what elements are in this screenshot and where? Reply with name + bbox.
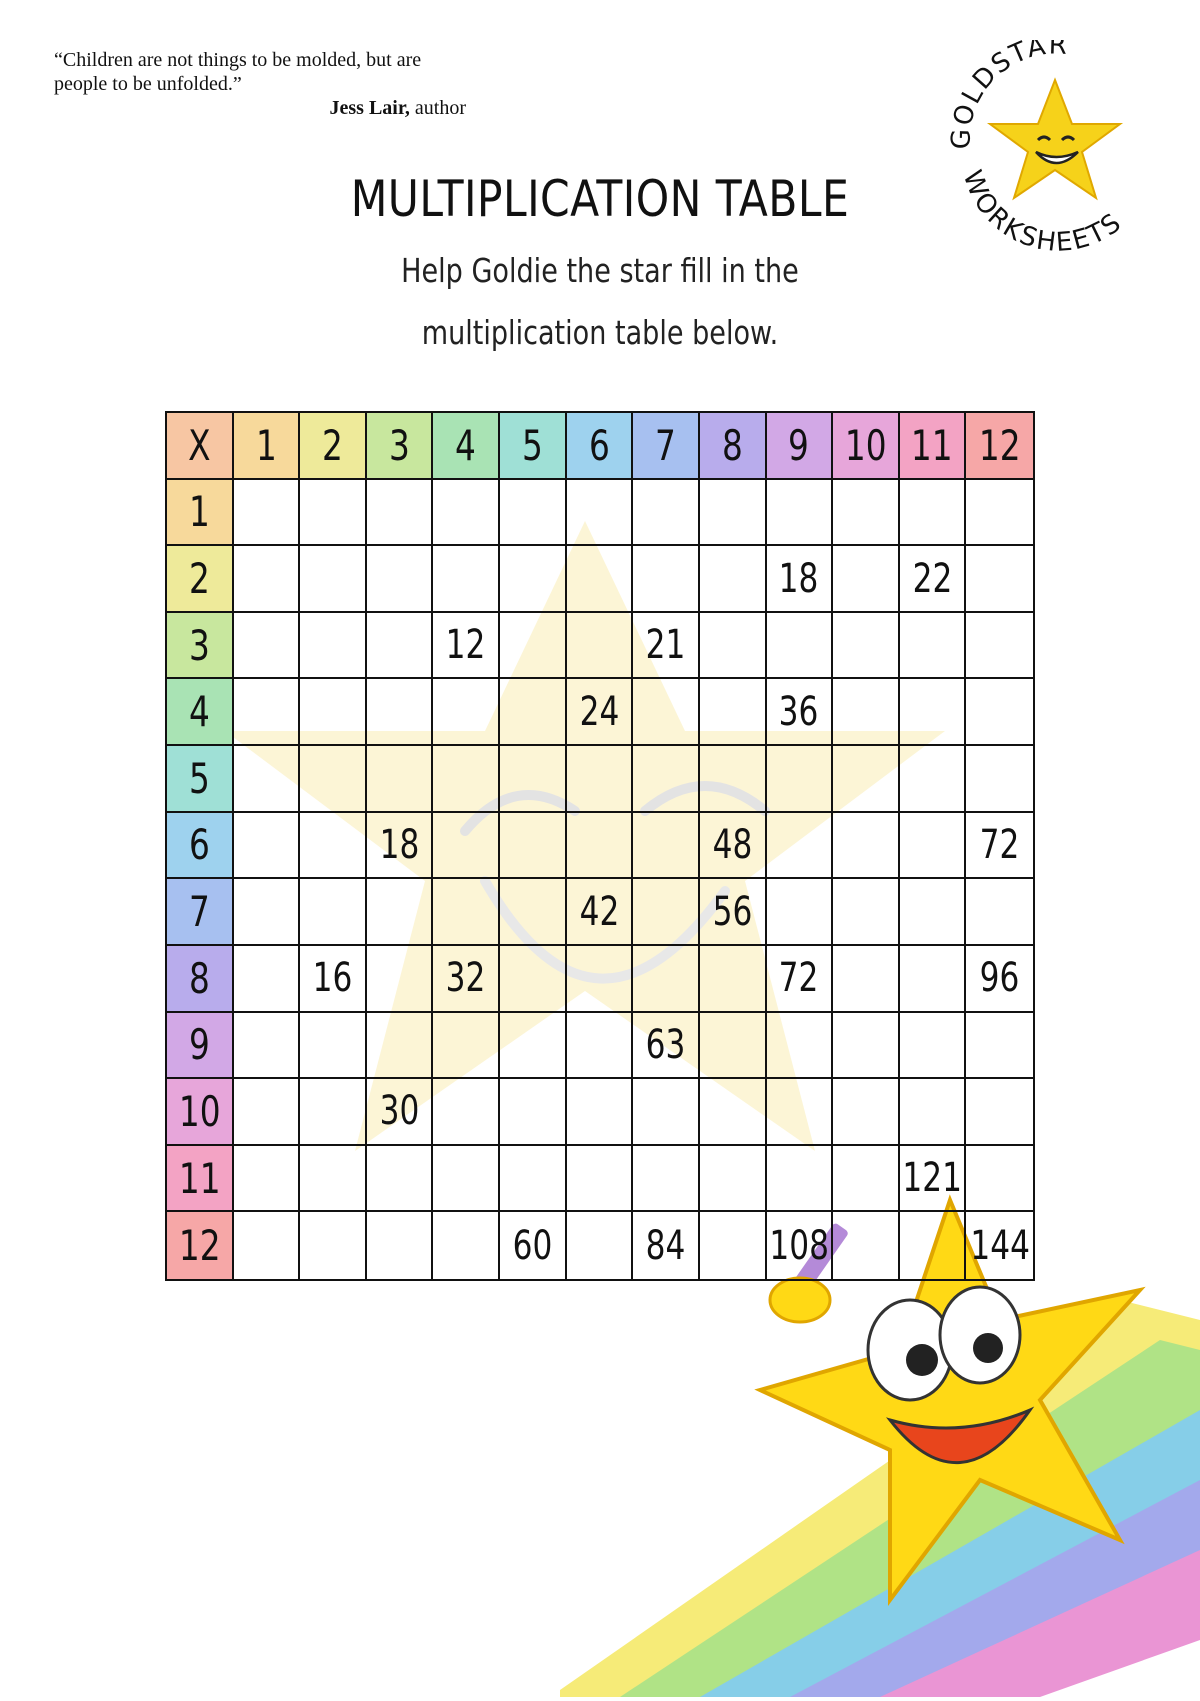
row-header-label: 7 [188, 887, 210, 937]
table-cell[interactable] [900, 1146, 967, 1213]
table-cell[interactable] [433, 1146, 500, 1213]
table-cell[interactable] [966, 1212, 1033, 1279]
table-cell[interactable] [300, 546, 367, 613]
table-cell[interactable] [234, 879, 301, 946]
table-cell[interactable] [433, 679, 500, 746]
table-cell[interactable] [767, 679, 834, 746]
table-cell[interactable] [700, 613, 767, 680]
table-cell[interactable] [567, 746, 634, 813]
table-cell[interactable] [767, 813, 834, 880]
row-header [167, 813, 234, 880]
table-cell[interactable] [300, 946, 367, 1013]
table-cell[interactable] [433, 1212, 500, 1279]
table-cell[interactable] [500, 480, 567, 547]
table-cell[interactable] [966, 746, 1033, 813]
table-cell[interactable] [966, 1146, 1033, 1213]
table-cell[interactable] [567, 613, 634, 680]
table-cell-value: 56 [712, 888, 753, 935]
table-cell[interactable] [966, 613, 1033, 680]
table-cell-value: 48 [712, 821, 753, 868]
column-header-label: 2 [322, 420, 343, 470]
table-cell[interactable] [567, 946, 634, 1013]
table-cell[interactable] [500, 879, 567, 946]
table-cell[interactable] [633, 679, 700, 746]
table-cell[interactable] [433, 546, 500, 613]
table-cell[interactable] [567, 679, 634, 746]
table-cell[interactable] [767, 546, 834, 613]
column-header [700, 413, 767, 480]
table-cell-value: 21 [645, 622, 686, 669]
table-cell-value: 60 [512, 1222, 553, 1269]
table-corner-cell [167, 413, 234, 480]
table-cell[interactable] [900, 879, 967, 946]
instructions [354, 240, 846, 364]
table-cell[interactable] [633, 546, 700, 613]
row-header [167, 480, 234, 547]
table-cell[interactable] [367, 679, 434, 746]
table-cell[interactable] [833, 946, 900, 1013]
row-header-label: 10 [178, 1086, 221, 1136]
table-cell[interactable] [633, 480, 700, 547]
table-cell[interactable] [833, 813, 900, 880]
row-header-label: 9 [188, 1020, 210, 1070]
table-cell[interactable] [367, 813, 434, 880]
column-header [433, 413, 500, 480]
table-cell[interactable] [567, 1212, 634, 1279]
column-header-label: 9 [788, 420, 810, 470]
table-cell[interactable] [833, 613, 900, 680]
table-cell[interactable] [367, 613, 434, 680]
row-header-label: 8 [188, 953, 210, 1003]
logo-bottom-text: WORKSHEETS [956, 166, 1129, 259]
table-cell[interactable] [234, 1079, 301, 1146]
quote-author-name: Jess Lair, [329, 97, 410, 119]
table-cell[interactable] [567, 813, 634, 880]
table-cell[interactable] [900, 1212, 967, 1279]
column-header-label: 8 [721, 420, 743, 470]
table-cell[interactable] [433, 813, 500, 880]
table-grid [165, 411, 1035, 1281]
table-cell[interactable] [367, 1079, 434, 1146]
table-cell-value: 72 [778, 955, 819, 1002]
table-cell[interactable] [900, 613, 967, 680]
table-cell[interactable] [700, 480, 767, 547]
table-cell[interactable] [833, 1079, 900, 1146]
table-cell-value: 18 [379, 821, 419, 868]
table-cell[interactable] [234, 1212, 301, 1279]
table-cell[interactable] [833, 1212, 900, 1279]
svg-text:WORKSHEETS [957, 166, 1129, 258]
table-cell[interactable] [367, 1212, 434, 1279]
column-header [300, 413, 367, 480]
row-header-label: 4 [188, 687, 210, 737]
table-cell[interactable] [500, 1013, 567, 1080]
table-cell-value: 16 [312, 955, 353, 1002]
table-cell[interactable] [300, 613, 367, 680]
table-cell[interactable] [500, 613, 567, 680]
table-cell[interactable] [234, 480, 301, 547]
table-cell[interactable] [567, 879, 634, 946]
table-cell[interactable] [300, 1146, 367, 1213]
table-cell[interactable] [633, 1079, 700, 1146]
row-header [167, 879, 234, 946]
table-cell[interactable] [900, 1013, 967, 1080]
row-header-label: 3 [188, 620, 210, 670]
table-cell[interactable] [966, 546, 1033, 613]
multiplication-table [165, 411, 1035, 1281]
column-header-label: 11 [911, 420, 953, 470]
table-cell[interactable] [767, 746, 834, 813]
table-cell[interactable] [767, 1146, 834, 1213]
table-cell[interactable] [966, 1079, 1033, 1146]
table-cell[interactable] [900, 546, 967, 613]
table-cell[interactable] [567, 1013, 634, 1080]
row-header-label: 1 [188, 487, 210, 537]
table-cell[interactable] [433, 480, 500, 547]
table-cell[interactable] [234, 613, 301, 680]
row-header [167, 546, 234, 613]
column-header-label: 1 [255, 420, 277, 470]
row-header [167, 613, 234, 680]
quote-author-role: author [409, 97, 466, 119]
table-cell-value: 108 [769, 1222, 829, 1269]
table-cell[interactable] [633, 946, 700, 1013]
row-header [167, 1146, 234, 1213]
table-cell[interactable] [633, 879, 700, 946]
column-header-label: 6 [588, 420, 610, 470]
table-cell-value: 84 [645, 1222, 686, 1269]
table-cell[interactable] [966, 879, 1033, 946]
column-header-label: 12 [978, 420, 1021, 470]
quote-line-2: people to be unfolded.” [54, 73, 242, 95]
table-cell[interactable] [633, 813, 700, 880]
column-header [367, 413, 434, 480]
table-cell[interactable] [300, 1212, 367, 1279]
table-cell[interactable] [700, 879, 767, 946]
row-header [167, 1212, 234, 1279]
table-cell[interactable] [700, 546, 767, 613]
table-cell[interactable] [633, 746, 700, 813]
table-cell[interactable] [300, 813, 367, 880]
quote-line-1: “Children are not things to be molded, but are [54, 49, 422, 71]
table-cell[interactable] [767, 613, 834, 680]
table-cell[interactable] [234, 813, 301, 880]
table-cell[interactable] [500, 746, 567, 813]
table-cell-value: 22 [912, 555, 952, 602]
table-cell[interactable] [700, 1013, 767, 1080]
page-title: MULTIPLICATION TABLE [350, 170, 850, 228]
table-cell[interactable] [234, 546, 301, 613]
table-cell[interactable] [900, 746, 967, 813]
table-cell[interactable] [633, 613, 700, 680]
table-cell[interactable] [500, 813, 567, 880]
row-header-label: 2 [188, 554, 210, 604]
table-cell[interactable] [234, 679, 301, 746]
table-cell[interactable] [767, 1079, 834, 1146]
table-cell[interactable] [833, 679, 900, 746]
table-cell[interactable] [767, 879, 834, 946]
table-cell[interactable] [433, 1079, 500, 1146]
row-header-label: 5 [188, 753, 210, 803]
table-cell[interactable] [500, 546, 567, 613]
row-header [167, 746, 234, 813]
table-cell[interactable] [966, 1013, 1033, 1080]
table-cell[interactable] [500, 679, 567, 746]
table-cell-value: 36 [778, 688, 819, 735]
row-header-label: 12 [178, 1221, 221, 1271]
table-cell[interactable] [234, 746, 301, 813]
quote-attribution [54, 96, 494, 120]
table-cell[interactable] [300, 679, 367, 746]
quote-block [54, 48, 494, 120]
table-cell-value: 96 [979, 955, 1020, 1002]
table-cell[interactable] [700, 1212, 767, 1279]
table-cell[interactable] [567, 1146, 634, 1213]
table-cell[interactable] [567, 1079, 634, 1146]
table-cell[interactable] [966, 480, 1033, 547]
column-header [567, 413, 634, 480]
table-cell[interactable] [833, 1013, 900, 1080]
table-corner-label: X [188, 420, 211, 470]
table-cell[interactable] [633, 1212, 700, 1279]
table-cell[interactable] [700, 813, 767, 880]
table-cell[interactable] [900, 1079, 967, 1146]
table-cell[interactable] [500, 1212, 567, 1279]
table-cell[interactable] [700, 1079, 767, 1146]
table-cell[interactable] [833, 879, 900, 946]
table-cell[interactable] [900, 679, 967, 746]
row-header [167, 946, 234, 1013]
table-cell[interactable] [367, 1013, 434, 1080]
row-header [167, 1079, 234, 1146]
table-cell[interactable] [966, 946, 1033, 1013]
table-cell[interactable] [300, 480, 367, 547]
table-cell[interactable] [367, 546, 434, 613]
table-cell[interactable] [300, 746, 367, 813]
table-cell[interactable] [433, 613, 500, 680]
table-cell-value: 42 [579, 888, 619, 935]
table-cell[interactable] [833, 1146, 900, 1213]
table-cell[interactable] [433, 746, 500, 813]
table-cell[interactable] [966, 813, 1033, 880]
row-header-label: 6 [188, 820, 210, 870]
table-cell[interactable] [300, 1013, 367, 1080]
table-cell[interactable] [966, 679, 1033, 746]
column-header-label: 4 [455, 420, 477, 470]
table-cell[interactable] [234, 1146, 301, 1213]
table-cell[interactable] [833, 546, 900, 613]
column-header-label: 3 [388, 420, 410, 470]
column-header [966, 413, 1033, 480]
table-cell[interactable] [367, 480, 434, 547]
table-cell[interactable] [367, 879, 434, 946]
row-header [167, 1013, 234, 1080]
table-cell[interactable] [433, 1013, 500, 1080]
table-cell[interactable] [433, 946, 500, 1013]
column-header [234, 413, 301, 480]
table-cell-value: 72 [979, 821, 1020, 868]
column-header [900, 413, 967, 480]
table-cell[interactable] [633, 1146, 700, 1213]
table-cell[interactable] [234, 1013, 301, 1080]
table-cell[interactable] [567, 546, 634, 613]
table-cell[interactable] [700, 679, 767, 746]
logo-top-text: OLDSTAR [950, 40, 1070, 129]
row-header-label: 11 [178, 1153, 221, 1203]
table-cell[interactable] [500, 1079, 567, 1146]
table-cell[interactable] [500, 946, 567, 1013]
table-cell-value: 18 [778, 555, 819, 602]
table-cell[interactable] [700, 946, 767, 1013]
row-header [167, 679, 234, 746]
table-cell-value: 24 [579, 688, 619, 735]
table-cell[interactable] [900, 946, 967, 1013]
table-cell[interactable] [767, 1013, 834, 1080]
table-cell[interactable] [300, 1079, 367, 1146]
table-cell[interactable] [900, 813, 967, 880]
column-header-label: 10 [844, 420, 887, 470]
table-cell[interactable] [833, 746, 900, 813]
table-cell[interactable] [700, 1146, 767, 1213]
table-cell-value: 32 [445, 955, 486, 1002]
table-cell[interactable] [234, 946, 301, 1013]
table-cell[interactable] [300, 879, 367, 946]
table-cell-value: 12 [445, 622, 486, 669]
instructions-line-2: multiplication table below. [421, 313, 779, 352]
table-cell[interactable] [367, 746, 434, 813]
table-cell[interactable] [567, 480, 634, 547]
column-header [767, 413, 834, 480]
column-header-label: 7 [655, 420, 677, 470]
column-header [633, 413, 700, 480]
table-cell[interactable] [767, 480, 834, 547]
column-header [500, 413, 567, 480]
table-cell[interactable] [633, 1013, 700, 1080]
table-cell-value: 144 [969, 1222, 1030, 1269]
table-cell[interactable] [433, 879, 500, 946]
table-cell-value: 63 [645, 1021, 686, 1068]
goldstar-worksheets-logo [950, 40, 1160, 260]
table-cell[interactable] [367, 1146, 434, 1213]
table-cell-value: 30 [379, 1088, 419, 1135]
table-cell[interactable] [500, 1146, 567, 1213]
column-header-label: 5 [521, 420, 543, 470]
table-cell[interactable] [700, 746, 767, 813]
table-cell[interactable] [900, 480, 967, 547]
table-cell[interactable] [767, 946, 834, 1013]
smiling-star-icon [950, 40, 1160, 260]
instructions-line-1: Help Goldie the star fill in the [401, 251, 799, 290]
table-cell[interactable] [833, 480, 900, 547]
table-cell[interactable] [367, 946, 434, 1013]
column-header [833, 413, 900, 480]
table-cell-value: 121 [902, 1155, 962, 1202]
table-cell[interactable] [767, 1212, 834, 1279]
